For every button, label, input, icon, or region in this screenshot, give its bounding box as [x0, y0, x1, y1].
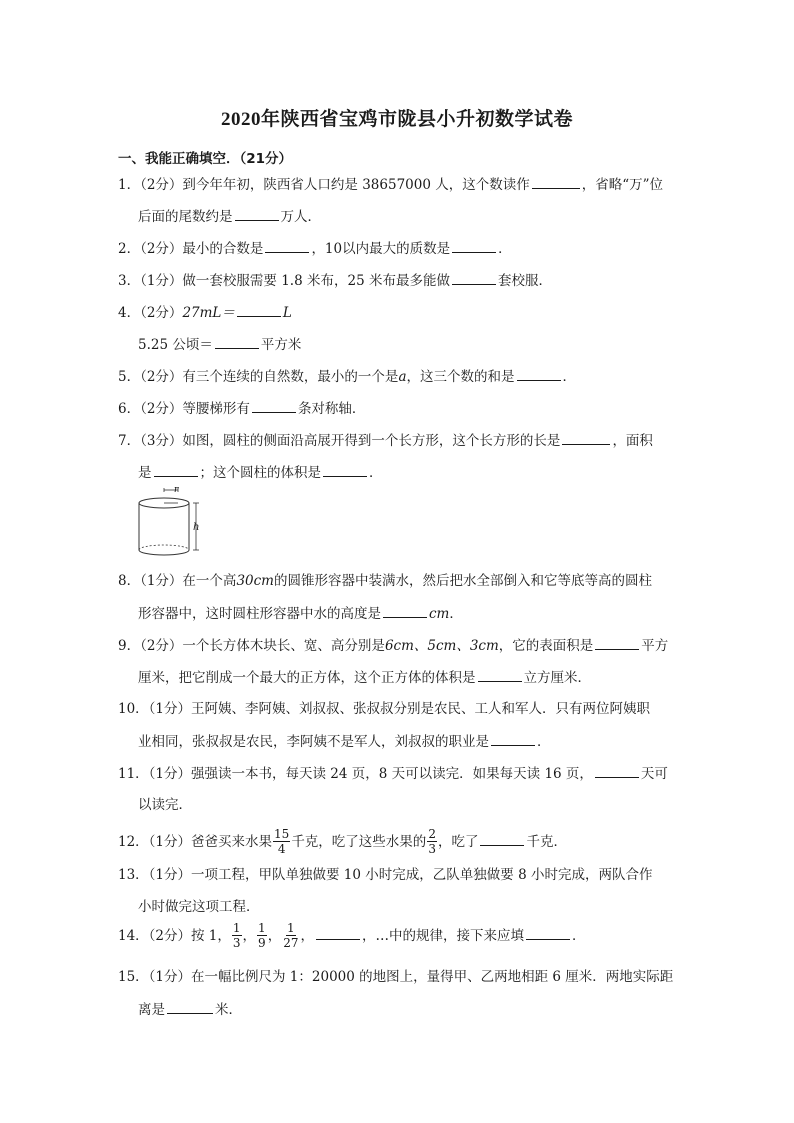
q6-text-a: 6．（2分）等腰梯形有: [118, 401, 250, 417]
answer-blank[interactable]: [480, 832, 524, 846]
fraction-denominator: 3: [232, 936, 241, 950]
q7-text-b: ，面积: [612, 433, 653, 449]
q7-text-e: ．: [369, 465, 383, 481]
q7-text-d: ；这个圆柱的体积是: [199, 465, 321, 481]
answer-blank[interactable]: [235, 207, 279, 221]
answer-blank[interactable]: [252, 399, 296, 413]
q12-text-b: 千克，吃了这些水果的: [291, 834, 427, 850]
question-5: [118, 367, 576, 385]
q9-text-c: ，它的表面积是: [498, 638, 594, 654]
q11-text-b: 天可: [640, 766, 668, 782]
fraction-numerator: 2: [428, 827, 436, 841]
q8-text-f: ．: [449, 606, 463, 622]
fraction-denominator: 3: [428, 842, 436, 856]
fraction-1-27: [282, 921, 299, 950]
q13-text-a: 13．（1分）一项工程，甲队单独做要 10 小时完成，乙队单独做要 8 小时完成，两队合作: [118, 867, 653, 883]
answer-blank[interactable]: [154, 463, 198, 477]
question-14: [118, 921, 585, 951]
q4-text-e: 平方米: [260, 337, 302, 353]
q10-text-a: 10．（1分）王阿姨、李阿姨、刘叔叔、张叔叔分别是农民、工人和军人．只有两位阿姨职: [118, 701, 651, 717]
q8-unit: cm: [429, 606, 450, 622]
q1-text-a: 1．（2分）到今年年初，陕西省人口约是 38657000 人，这个数读作: [118, 177, 530, 193]
q9-text-f: 立方厘米．: [523, 670, 591, 686]
cylinder-figure: [138, 487, 208, 559]
radius-label: r: [174, 487, 179, 495]
fraction-numerator: 1: [287, 921, 295, 935]
q9-text-a: 9．（2分）一个长方体木块长、宽、高分别是: [118, 638, 385, 654]
q6-text-b: 条对称轴．: [297, 401, 366, 417]
q3-text-b: 套校服．: [497, 273, 552, 289]
question-11-line-1: [118, 764, 668, 782]
question-4-line-2: [138, 335, 301, 353]
answer-blank[interactable]: [562, 431, 610, 445]
q9-dimensions: 6cm、5cm、3cm: [384, 638, 499, 654]
q12-text-c: ，吃了: [437, 834, 479, 850]
question-13-line-1: [118, 866, 652, 884]
q10-text-b: 业相同，张叔叔是农民，李阿姨不是军人，刘叔叔的职业是: [138, 734, 489, 750]
q1-text-c: 后面的尾数约是: [138, 209, 233, 225]
q9-text-e: 厘米，把它削成一个最大的正方体，这个正方体的体积是: [138, 670, 476, 686]
q5-variable: a: [398, 369, 407, 385]
answer-blank[interactable]: [526, 926, 570, 940]
answer-blank[interactable]: [595, 636, 639, 650]
q13-text-b: 小时做完这项工程．: [138, 899, 260, 915]
q1-text-d: 万人．: [280, 209, 321, 225]
fraction-1-9: [257, 921, 267, 950]
q11-text-c: 以读完．: [138, 797, 192, 813]
answer-blank[interactable]: [452, 239, 496, 253]
q5-text-c: ，这三个数的和是: [406, 369, 515, 385]
answer-blank[interactable]: [517, 367, 561, 381]
answer-blank[interactable]: [383, 604, 427, 618]
q8-text-a: 8．（1分）在一个高: [118, 573, 237, 589]
answer-blank[interactable]: [595, 764, 639, 778]
answer-blank[interactable]: [167, 1000, 213, 1014]
answer-blank[interactable]: [452, 271, 496, 285]
q15-text-b: 离是: [138, 1002, 165, 1018]
q12-text-a: 12．（1分）爸爸买来水果: [118, 834, 273, 850]
question-9-line-2: [138, 668, 591, 686]
answer-blank[interactable]: [316, 926, 360, 940]
answer-blank[interactable]: [323, 463, 367, 477]
q15-text-a: 15．（1分）在一幅比例尺为 1：20000 的地图上，量得甲、乙两地相距 6 厘米．两地实际距: [118, 969, 674, 985]
q9-text-d: 平方: [641, 638, 669, 654]
question-6: [118, 399, 365, 417]
q8-text-c: 的圆锥形容器中装满水，然后把水全部倒入和它等底等高的圆柱: [273, 573, 652, 589]
q1-text-b: ，省略“万”位: [581, 177, 664, 193]
question-10-line-1: [118, 700, 650, 718]
q14-text-b: ，…中的规律，接下来应填: [361, 928, 524, 944]
question-11-line-2: [138, 796, 192, 814]
question-4-line-1: [118, 303, 292, 321]
question-7-line-2: [138, 463, 383, 481]
q12-text-d: 千克．: [526, 834, 567, 850]
section-heading: 一、我能正确填空．（21分）: [118, 151, 293, 167]
q2-text-a: 2．（2分）最小的合数是: [118, 241, 264, 257]
q4-text-c: L: [282, 305, 292, 321]
q7-text-c: 是: [138, 465, 152, 481]
question-8-line-2: [138, 604, 463, 622]
q14-text-a: 14．（2分）按 1，: [118, 928, 231, 944]
question-12: [118, 827, 567, 857]
fraction-denominator: 4: [277, 842, 286, 856]
q3-text-a: 3．（1分）做一套校服需要 1.8 米布，25 米布最多能做: [118, 273, 450, 289]
question-15-line-1: [118, 968, 673, 986]
answer-blank[interactable]: [478, 668, 522, 682]
q8-text-d: 形容器中，这时圆柱形容器中水的高度是: [138, 606, 381, 622]
question-3: [118, 271, 552, 289]
fraction-15-4: [273, 827, 290, 856]
question-1-line-2: [138, 207, 321, 225]
fraction-numerator: 1: [258, 921, 266, 935]
question-7-line-1: [118, 431, 653, 449]
q5-text-d: ．: [562, 369, 576, 385]
q10-text-c: ．: [537, 734, 551, 750]
question-15-line-2: [138, 1000, 242, 1018]
q15-text-c: 米．: [215, 1002, 242, 1018]
q8-value: 30cm: [236, 573, 274, 589]
comma: ，: [300, 928, 314, 944]
comma: ，: [267, 928, 282, 944]
q4-text-a: 4．（2分）: [118, 305, 183, 321]
q7-text-a: 7．（3分）如图，圆柱的侧面沿高展开得到一个长方形，这个长方形的长是: [118, 433, 561, 449]
answer-blank[interactable]: [265, 239, 309, 253]
question-10-line-2: [138, 732, 551, 750]
page-title: 2020年陕西省宝鸡市陇县小升初数学试卷: [220, 109, 573, 130]
fraction-numerator: 15: [274, 827, 290, 841]
answer-blank[interactable]: [491, 732, 535, 746]
fraction-2-3: [427, 827, 437, 856]
answer-blank[interactable]: [532, 175, 580, 189]
comma: ，: [242, 928, 257, 944]
question-1-line-1: [118, 175, 663, 193]
question-8-line-1: [118, 572, 652, 590]
q14-text-c: ．: [571, 928, 586, 944]
fraction-numerator: 1: [232, 921, 241, 935]
question-9-line-1: [118, 636, 668, 654]
q2-text-c: ．: [498, 241, 512, 257]
question-2: [118, 239, 512, 257]
question-13-line-2: [138, 898, 260, 916]
q2-text-b: ，10以内最大的质数是: [311, 241, 451, 257]
height-label: h: [193, 522, 200, 533]
q5-text-a: 5．（2分）有三个连续的自然数，最小的一个是: [118, 369, 399, 385]
q4-text-d: 5.25 公顷＝: [138, 337, 213, 353]
q4-text-b: 27mL＝: [182, 305, 235, 321]
answer-blank[interactable]: [237, 303, 281, 317]
fraction-denominator: 9: [258, 936, 266, 950]
answer-blank[interactable]: [215, 335, 259, 349]
fraction-1-3: [232, 921, 242, 950]
fraction-denominator: 27: [283, 936, 299, 950]
q11-text-a: 11．（1分）强强读一本书，每天读 24 页，8 天可以读完．如果每天读 16 页，: [118, 766, 593, 782]
